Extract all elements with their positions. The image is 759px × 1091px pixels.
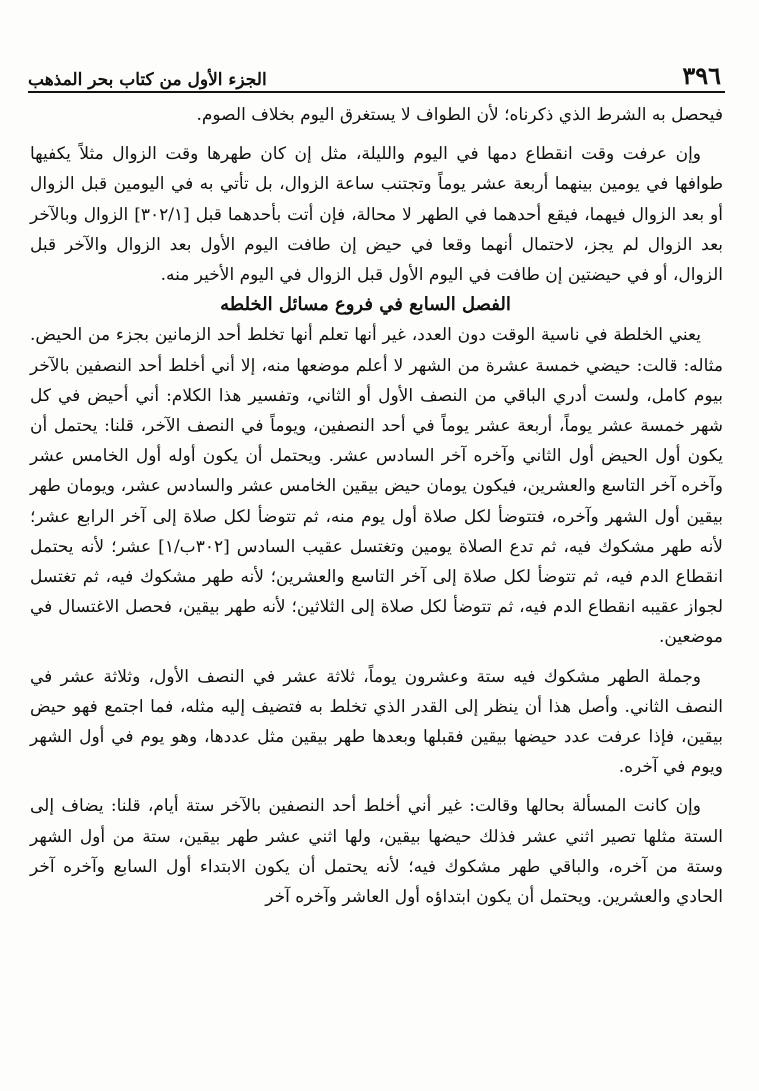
running-title: الجزء الأول من كتاب بحر المذهب — [28, 70, 267, 90]
paragraph: يعني الخلطة في ناسية الوقت دون العدد، غير أنها تعلم أنها تخلط أحد الزمانين بجزء من الحيض. مثاله: قالت: حيضي خمسة عشرة من الشهر لا أعلم موضعها منه، إلا أني أخلط أحد النصفين بالآخر بيوم كامل، ولست أدري الباقي من النصف الأول أو الثاني، وتفسير هذا الكلام: أني أحيض في كل شهر خمسة عشر يوماً، أربعة عشر يوماً في أحد النصفين، ويوماً في النصف الآخر، قلنا: يحتمل أن يكون أول الحيض أول الثاني وآخره آخر السادس عشر. ويحتمل أن يكون أوله أول الخامس عشر وآخره آخر التاسع والعشرين، فيكون يومان حيض بيقين الخامس عشر والسادس عشر، ويومان طهر بيقين أول الشهر وآخره، فتتوضأ لكل صلاة أول يوم منه، ثم تتوضأ لكل صلاة إلى آخر الرابع عشر؛ لأنه طهر مشكوك فيه، ثم تدع الصلاة يومين وتغتسل عقيب السادس [٣٠٢ب/١] عشر؛ لأنه يحتمل انقطاع الدم فيه، ثم تتوضأ لكل صلاة إلى آخر التاسع والعشرين؛ لأنه طهر مشكوك فيه، ثم تغتسل لجواز عقيبه انقطاع الدم فيه، ثم تتوضأ لكل صلاة إلى الثلاثين؛ لأنه طهر بيقين، فحصل الاغتسال في موضعين. — [30, 325, 723, 648]
paragraph: وإن عرفت وقت انقطاع دمها في اليوم والليلة، مثل إن كان طهرها وقت الزوال مثلاً يكفيها طوافها في يومين بينهما أربعة عشر يوماً وتجتنب ساعة الزوال، بل تأتي به في اليومين قبل الزوال أو بعد الزوال فيهما، فيقع أحدهما في الطهر لا محالة، فإن أتت بأحدهما قبل [٣٠٢/١] الزوال وبالآخر بعد الزوال لم يجز، لاحتمال أنهما وقعا في حيض إن طافت اليوم الأول بعد الزوال والآخر قبل الزوال، أو في حيضتين إن طافت في اليوم الأول قبل الزوال في اليوم الأخير منه. — [30, 144, 723, 286]
page-number: ٣٩٦ — [682, 61, 721, 90]
page-body — [30, 100, 723, 912]
section-heading: الفصل السابع في فروع مسائل الخلطه — [220, 294, 511, 316]
paragraph: وجملة الطهر مشكوك فيه ستة وعشرون يوماً، ثلاثة عشر في النصف الأول، وثلاثة عشر في النصف الثاني. وأصل هذا أن ينظر إلى القدر الذي تخلط به فتضيف إليه مثله، فما اجتمع فهو حيض بيقين، فإذا عرفت عدد حيضها بيقين فقبلها وبعدها طهر بيقين مثل عددها، وهو يوم في أول الشهر ويوم في آخره. — [30, 666, 723, 778]
paragraph: فيحصل به الشرط الذي ذكرناه؛ لأن الطواف لا يستغرق اليوم بخلاف الصوم. — [196, 105, 723, 125]
paragraph: وإن كانت المسألة بحالها وقالت: غير أني أخلط أحد النصفين بالآخر ستة أيام، قلنا: يضاف إلى الستة مثلها تصير اثني عشر فذلك حيضها بيقين، ولها اثني عشر طهر بيقين، ستة من أول الشهر وستة من آخره، والباقي طهر مشكوك فيه؛ لأنه يحتمل أن يكون الابتداء أول السابع وآخره آخر الحادي والعشرين. ويحتمل أن يكون ابتداؤه أول العاشر وآخره آخر — [30, 796, 723, 908]
page-header — [28, 52, 721, 90]
header-rule — [28, 91, 725, 93]
